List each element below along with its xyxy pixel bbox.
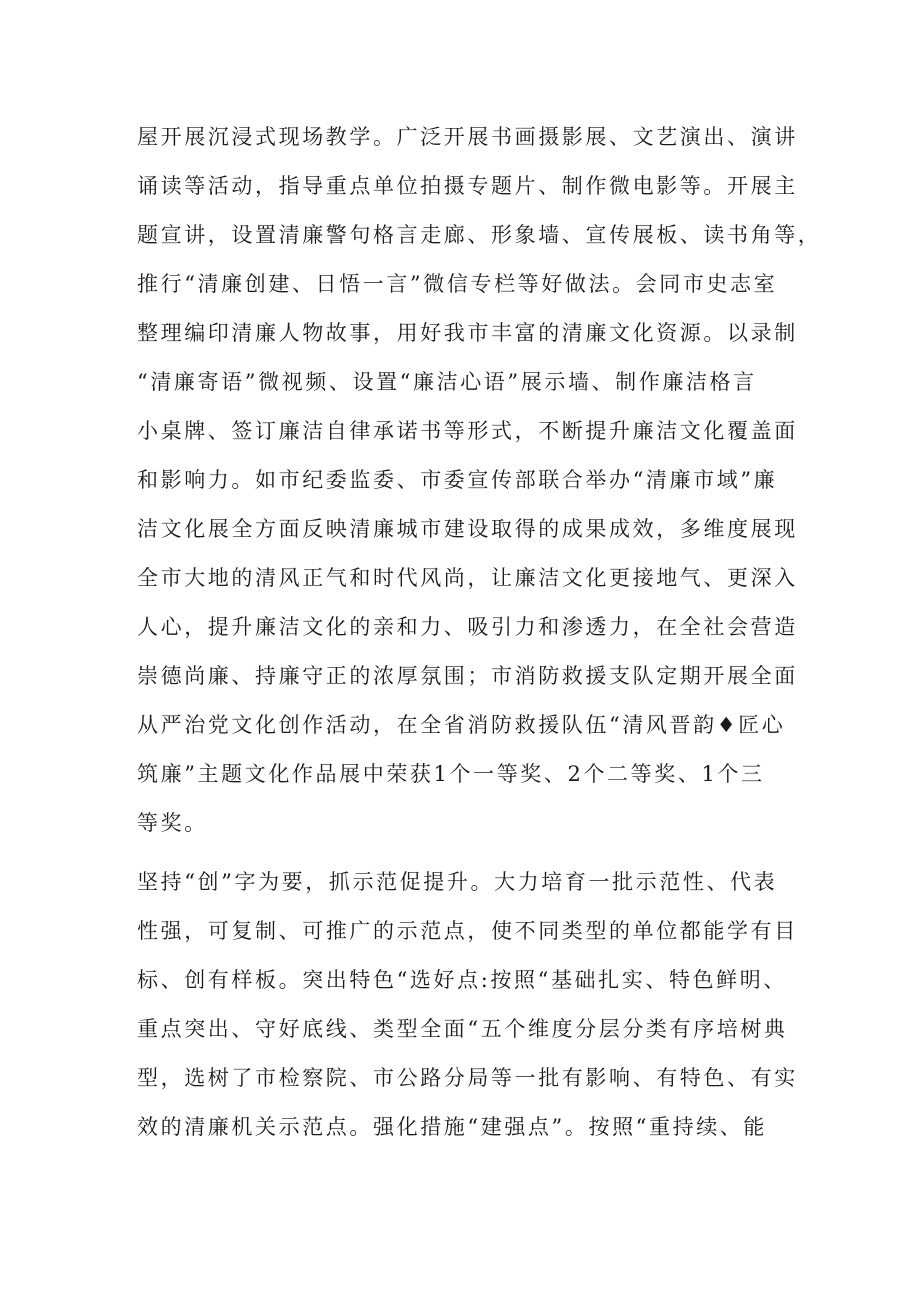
text-line: 诵读等活动，指导重点单位拍摄专题片、制作微电影等。开展主 bbox=[137, 174, 798, 198]
text-line: 小桌牌、签订廉洁自律承诺书等形式，不断提升廉洁文化覆盖面 bbox=[137, 419, 798, 443]
text-line: 和影响力。如市纪委监委、市委宣传部联合举办“清廉市域”廉 bbox=[137, 468, 778, 492]
paragraph-2 bbox=[137, 858, 827, 1152]
text-line: 等奖。 bbox=[137, 811, 208, 835]
text-line: 推行“清廉创建、日悟一言”微信专栏等好做法。会同市史志室 bbox=[137, 272, 778, 296]
text-line: 重点突出、守好底线、类型全面“五个维度分层分类有序培树典 bbox=[137, 1017, 788, 1041]
text-line: 全市大地的清风正气和时代风尚，让廉洁文化更接地气、更深入 bbox=[137, 566, 798, 590]
text-line: 标、创有样板。突出特色“选好点:按照“基础扎实、特色鲜明、 bbox=[137, 968, 787, 992]
paragraph-1 bbox=[137, 113, 827, 848]
text-line: 效的清廉机关示范点。强化措施“建强点”。按照“重持续、能 bbox=[137, 1115, 768, 1139]
text-line: 洁文化展全方面反映清廉城市建设取得的成果成效，多维度展现 bbox=[137, 517, 798, 541]
text-line: 整理编印清廉人物故事，用好我市丰富的清廉文化资源。以录制 bbox=[137, 321, 798, 345]
text-line: “清廉寄语”微视频、设置“廉洁心语”展示墙、制作廉洁格言 bbox=[137, 370, 757, 394]
text-line: 筑廉”主题文化作品展中荣获1个一等奖、2个二等奖、1个三 bbox=[137, 762, 765, 786]
text-line: 型，选树了市检察院、市公路分局等一批有影响、有特色、有实 bbox=[137, 1066, 798, 1090]
text-line: 从严治党文化创作活动，在全省消防救援队伍“清风晋韵♦匠心 bbox=[137, 713, 786, 737]
text-line: 屋开展沉浸式现场教学。广泛开展书画摄影展、文艺演出、演讲 bbox=[137, 125, 798, 149]
text-line: 人心，提升廉洁文化的亲和力、吸引力和渗透力，在全社会营造 bbox=[137, 615, 798, 639]
text-line: 性强，可复制、可推广的示范点，使不同类型的单位都能学有目 bbox=[137, 919, 798, 943]
text-line: 题宣讲，设置清廉警句格言走廊、形象墙、宣传展板、读书角等， bbox=[137, 223, 822, 247]
text-line: 坚持“创”字为要，抓示范促提升。大力培育一批示范性、代表 bbox=[137, 870, 778, 894]
text-line: 崇德尚廉、持廉守正的浓厚氛围；市消防救援支队定期开展全面 bbox=[137, 664, 798, 688]
